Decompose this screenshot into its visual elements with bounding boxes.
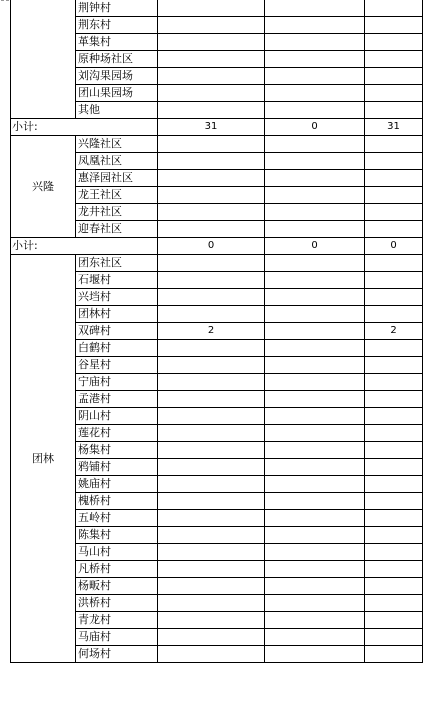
- value-cell: [158, 0, 265, 17]
- value-cell: [365, 0, 423, 17]
- value-cell: [265, 408, 365, 425]
- value-cell: [158, 493, 265, 510]
- village-cell: 何场村: [76, 646, 158, 663]
- table-row: [11, 0, 423, 17]
- value-cell: [158, 391, 265, 408]
- subtotal-value: 31: [365, 119, 423, 136]
- value-cell: [365, 153, 423, 170]
- value-cell: [365, 493, 423, 510]
- village-cell: 孟港村: [76, 391, 158, 408]
- village-cell: 谷星村: [76, 357, 158, 374]
- value-cell: [265, 476, 365, 493]
- value-cell: [158, 578, 265, 595]
- value-cell: [365, 544, 423, 561]
- value-cell: [158, 459, 265, 476]
- value-cell: [265, 153, 365, 170]
- value-cell: [365, 595, 423, 612]
- value-cell: [365, 68, 423, 85]
- value-cell: [265, 612, 365, 629]
- village-cell: 阴山村: [76, 408, 158, 425]
- village-cell: 团东社区: [76, 255, 158, 272]
- value-cell: [158, 340, 265, 357]
- value-cell: 2: [365, 323, 423, 340]
- value-cell: [265, 17, 365, 34]
- value-cell: [158, 425, 265, 442]
- value-cell: [365, 561, 423, 578]
- value-cell: [365, 527, 423, 544]
- value-cell: [265, 255, 365, 272]
- value-cell: [265, 646, 365, 663]
- value-cell: [158, 187, 265, 204]
- value-cell: [158, 170, 265, 187]
- value-cell: [158, 374, 265, 391]
- value-cell: [158, 612, 265, 629]
- value-cell: [158, 306, 265, 323]
- value-cell: [265, 272, 365, 289]
- value-cell: [365, 170, 423, 187]
- value-cell: [158, 561, 265, 578]
- value-cell: [265, 527, 365, 544]
- village-cell: 马庙村: [76, 629, 158, 646]
- village-cell: 荆钟村: [76, 0, 158, 17]
- value-cell: [158, 646, 265, 663]
- value-cell: [365, 391, 423, 408]
- value-cell: [365, 408, 423, 425]
- value-cell: [158, 408, 265, 425]
- village-cell: 龙王社区: [76, 187, 158, 204]
- value-cell: [365, 204, 423, 221]
- town-name: 兴隆: [11, 136, 76, 238]
- value-cell: 2: [158, 323, 265, 340]
- value-cell: [158, 102, 265, 119]
- table-body: [11, 0, 423, 663]
- village-cell: 团山果园场: [76, 85, 158, 102]
- village-cell: 龙井社区: [76, 204, 158, 221]
- subtotal-value: 31: [158, 119, 265, 136]
- value-cell: [265, 374, 365, 391]
- value-cell: [365, 442, 423, 459]
- value-cell: [158, 544, 265, 561]
- village-cell: 其他: [76, 102, 158, 119]
- value-cell: [265, 34, 365, 51]
- village-cell: 鸦铺村: [76, 459, 158, 476]
- value-cell: [265, 102, 365, 119]
- value-cell: [265, 544, 365, 561]
- subtotal-value: 0: [365, 238, 423, 255]
- value-cell: [365, 459, 423, 476]
- village-cell: 荆东村: [76, 17, 158, 34]
- value-cell: [265, 51, 365, 68]
- village-cell: 陈集村: [76, 527, 158, 544]
- value-cell: [158, 68, 265, 85]
- value-cell: [265, 629, 365, 646]
- table-row: [11, 136, 423, 153]
- value-cell: [265, 323, 365, 340]
- value-cell: [365, 136, 423, 153]
- value-cell: [365, 646, 423, 663]
- value-cell: [365, 510, 423, 527]
- value-cell: [265, 289, 365, 306]
- village-stats-table: [10, 0, 423, 663]
- value-cell: [265, 136, 365, 153]
- value-cell: [158, 442, 265, 459]
- subtotal-row: [11, 119, 423, 136]
- value-cell: [158, 51, 265, 68]
- village-cell: 刘沟果园场: [76, 68, 158, 85]
- value-cell: [365, 425, 423, 442]
- value-cell: [365, 34, 423, 51]
- value-cell: [158, 153, 265, 170]
- value-cell: [265, 391, 365, 408]
- village-cell: 姚庙村: [76, 476, 158, 493]
- value-cell: [265, 459, 365, 476]
- village-cell: 五岭村: [76, 510, 158, 527]
- value-cell: [158, 289, 265, 306]
- value-cell: [265, 595, 365, 612]
- subtotal-label: 小计:: [11, 119, 158, 136]
- village-cell: 兴隆社区: [76, 136, 158, 153]
- value-cell: [158, 272, 265, 289]
- village-cell: 莲花村: [76, 425, 158, 442]
- value-cell: [158, 204, 265, 221]
- village-cell: 凤凰社区: [76, 153, 158, 170]
- village-cell: 马山村: [76, 544, 158, 561]
- village-cell: 惠泽园社区: [76, 170, 158, 187]
- value-cell: [265, 68, 365, 85]
- value-cell: [365, 272, 423, 289]
- value-cell: [158, 17, 265, 34]
- value-cell: [265, 0, 365, 17]
- page-corner-mark: [1, 0, 9, 1]
- value-cell: [265, 187, 365, 204]
- village-cell: 兴垱村: [76, 289, 158, 306]
- value-cell: [158, 85, 265, 102]
- value-cell: [265, 442, 365, 459]
- value-cell: [265, 221, 365, 238]
- value-cell: [158, 34, 265, 51]
- value-cell: [365, 85, 423, 102]
- value-cell: [365, 357, 423, 374]
- value-cell: [365, 187, 423, 204]
- value-cell: [158, 510, 265, 527]
- table-row: [11, 255, 423, 272]
- village-cell: 迎春社区: [76, 221, 158, 238]
- subtotal-value: 0: [158, 238, 265, 255]
- village-cell: 青龙村: [76, 612, 158, 629]
- value-cell: [158, 255, 265, 272]
- town-cell: [11, 0, 76, 119]
- value-cell: [365, 612, 423, 629]
- value-cell: [365, 629, 423, 646]
- village-cell: 白鹤村: [76, 340, 158, 357]
- value-cell: [158, 357, 265, 374]
- village-cell: 槐桥村: [76, 493, 158, 510]
- value-cell: [265, 493, 365, 510]
- subtotal-value: 0: [265, 119, 365, 136]
- value-cell: [265, 204, 365, 221]
- value-cell: [365, 340, 423, 357]
- value-cell: [265, 340, 365, 357]
- village-cell: 洪桥村: [76, 595, 158, 612]
- value-cell: [265, 170, 365, 187]
- value-cell: [365, 255, 423, 272]
- value-cell: [365, 17, 423, 34]
- village-cell: 杨畈村: [76, 578, 158, 595]
- value-cell: [365, 306, 423, 323]
- value-cell: [158, 595, 265, 612]
- village-cell: 团林村: [76, 306, 158, 323]
- value-cell: [265, 85, 365, 102]
- value-cell: [365, 289, 423, 306]
- value-cell: [365, 374, 423, 391]
- subtotal-row: [11, 238, 423, 255]
- value-cell: [158, 136, 265, 153]
- subtotal-label: 小计:: [11, 238, 158, 255]
- village-cell: 原种场社区: [76, 51, 158, 68]
- value-cell: [158, 221, 265, 238]
- value-cell: [265, 561, 365, 578]
- village-cell: 石堰村: [76, 272, 158, 289]
- value-cell: [158, 527, 265, 544]
- value-cell: [365, 51, 423, 68]
- value-cell: [158, 629, 265, 646]
- value-cell: [365, 578, 423, 595]
- value-cell: [365, 476, 423, 493]
- village-cell: 革集村: [76, 34, 158, 51]
- village-cell: 宁庙村: [76, 374, 158, 391]
- value-cell: [265, 578, 365, 595]
- value-cell: [265, 510, 365, 527]
- value-cell: [265, 357, 365, 374]
- village-cell: 凡桥村: [76, 561, 158, 578]
- village-cell: 双碑村: [76, 323, 158, 340]
- value-cell: [365, 102, 423, 119]
- village-cell: 杨集村: [76, 442, 158, 459]
- value-cell: [265, 306, 365, 323]
- town-name: 团林: [11, 255, 76, 663]
- value-cell: [365, 221, 423, 238]
- value-cell: [265, 425, 365, 442]
- value-cell: [158, 476, 265, 493]
- subtotal-value: 0: [265, 238, 365, 255]
